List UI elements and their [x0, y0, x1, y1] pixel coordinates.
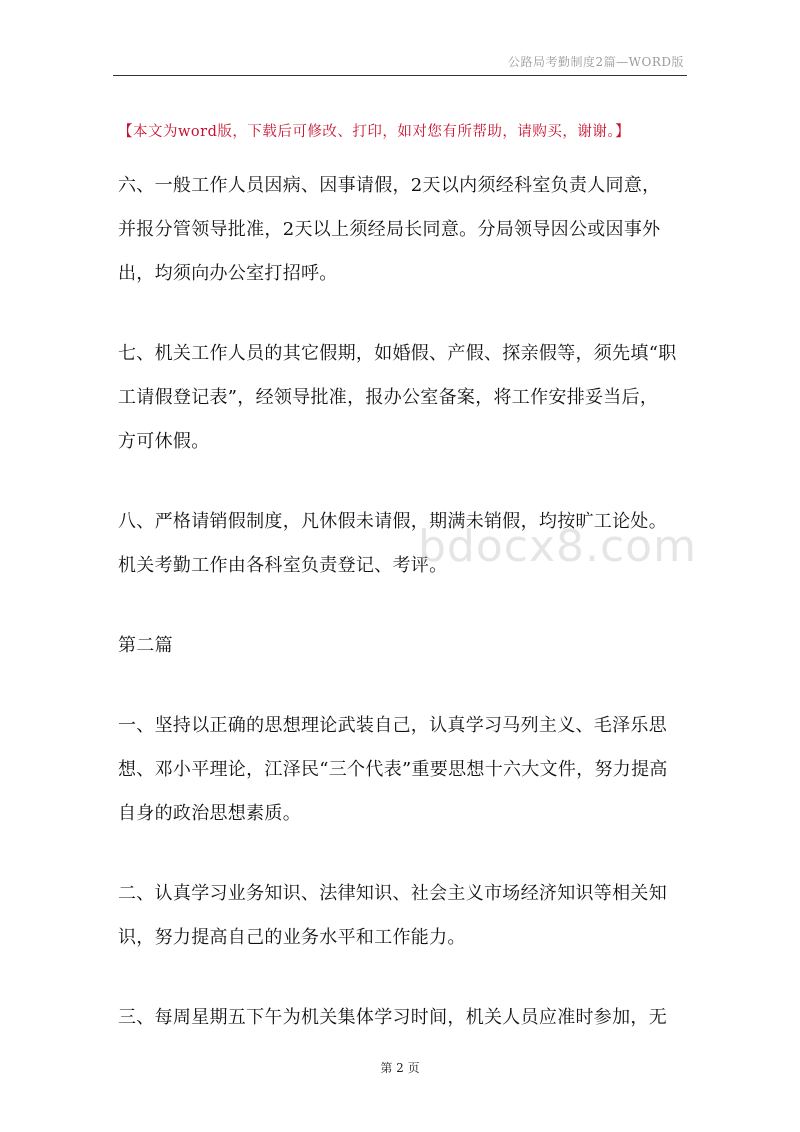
paragraph-1 [118, 704, 686, 836]
watermark: bdocx8.com [418, 521, 697, 572]
paragraph-3 [118, 996, 686, 1040]
paragraph-8 [118, 500, 686, 588]
header-title: 公路局考勤制度2篇—WORD版 [508, 55, 684, 69]
paragraph-line: 工请假登记表”，经领导批准，报办公室备案，将工作安排妥当后， [118, 387, 659, 408]
paragraph-line: 七、机关工作人员的其它假期，如婚假、产假、探亲假等，须先填“职 [118, 343, 677, 364]
paragraph-line: 机关考勤工作由各科室负责登记、考评。 [118, 555, 448, 576]
paragraph-line: 识，努力提高自己的业务水平和工作能力。 [118, 927, 466, 948]
document-body [118, 164, 686, 1076]
paragraph-line: 一、坚持以正确的思想理论武装自己，认真学习马列主义、毛泽乐思 [118, 715, 667, 736]
header-divider [113, 75, 687, 76]
download-notice: 【本文为word版，下载后可修改、打印，如对您有所帮助，请购买，谢谢。】 [118, 124, 631, 140]
paragraph-line: 三、每周星期五下午为机关集体学习时间，机关人员应准时参加，无 [118, 1007, 667, 1028]
paragraph-line: 自身的政治思想素质。 [118, 803, 301, 824]
paragraph-line: 想、邓小平理论，江泽民“三个代表”重要思想十六大文件，努力提高 [118, 759, 668, 780]
paragraph-line: 六、一般工作人员因病、因事请假，2天以内须经科室负责人同意， [118, 175, 661, 196]
paragraph-2 [118, 872, 686, 960]
paragraph-line: 出，均须向办公室打招呼。 [118, 263, 338, 284]
paragraph-line: 并报分管领导批准，2天以上须经局长同意。分局领导因公或因事外 [118, 219, 661, 240]
page-number: 第 2 页 [380, 1061, 420, 1075]
paragraph-line: 二、认真学习业务知识、法律知识、社会主义市场经济知识等相关知 [118, 883, 667, 904]
paragraph-7 [118, 332, 686, 464]
section-heading-text: 第二篇 [118, 635, 173, 656]
paragraph-line: 方可休假。 [118, 431, 210, 452]
paragraph-6 [118, 164, 686, 296]
section-heading [118, 624, 686, 668]
paragraph-line: 八、严格请销假制度，凡休假未请假，期满未销假，均按旷工论处。 [118, 511, 667, 532]
